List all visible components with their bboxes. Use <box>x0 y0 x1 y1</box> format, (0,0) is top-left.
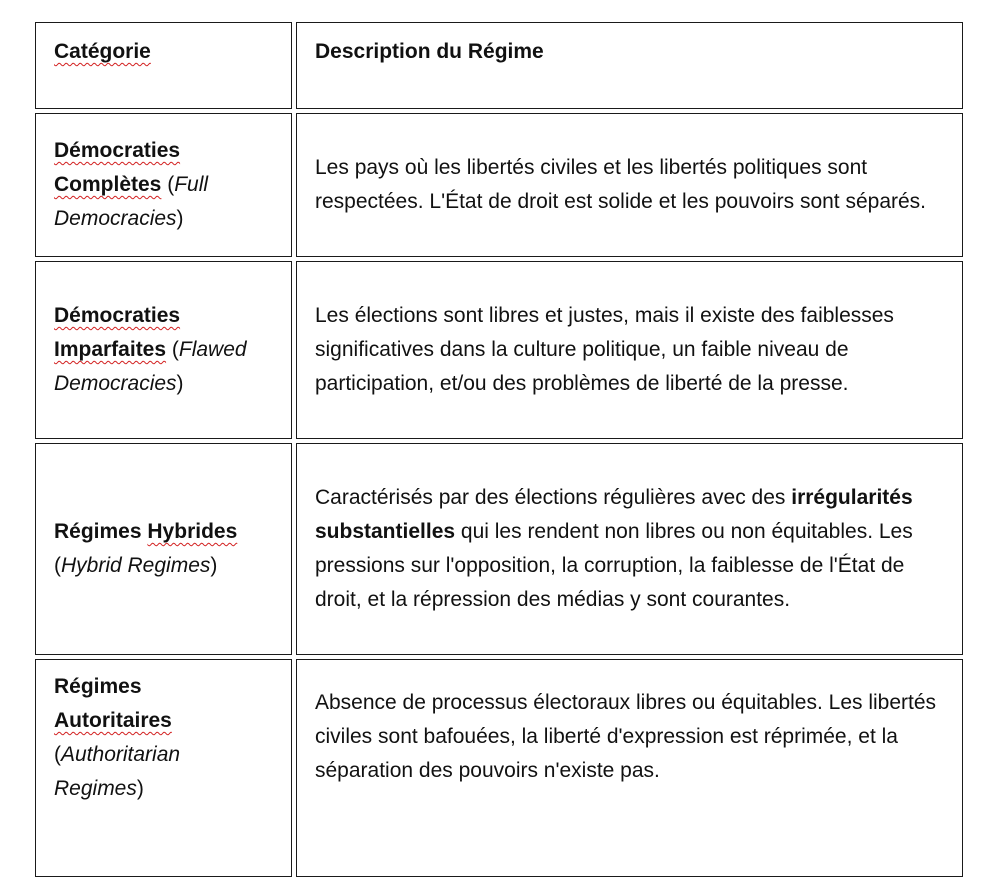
category-english: Hybrid Regimes <box>61 554 211 577</box>
header-description-cell <box>296 22 963 109</box>
category-name-underlined: Autoritaires <box>54 709 172 732</box>
description-cell <box>296 659 963 877</box>
table-row <box>35 261 963 439</box>
category-name: Régimes <box>54 675 142 698</box>
category-name-underlined: Hybrides <box>147 520 238 543</box>
header-category: Catégorie <box>54 40 151 63</box>
table-row <box>35 113 963 257</box>
category-english: Authoritarian Regimes <box>54 743 181 800</box>
description-cell <box>296 443 963 655</box>
category-english: Full Democracies <box>54 173 209 230</box>
description-text: Les élections sont libres et justes, mais il existe des faiblesses significatives dans la culture politique, un faible niveau de participation, et/ou des problèmes de liberté de la presse. <box>315 304 894 395</box>
description-text: Caractérisés par des élections régulières avec des <box>315 486 786 509</box>
table-header-row <box>35 22 963 109</box>
category-cell: Régimes Autoritaires (Authoritarian Regimes) <box>35 659 292 877</box>
description-text: Absence de processus électoraux libres ou équitables. Les libertés civiles sont bafouées, la liberté d'expression est réprimée, et la séparation des pouvoirs n'existe pas. <box>315 691 937 782</box>
category-english: Flawed Democracies <box>54 338 247 395</box>
category-cell: Démocraties Imparfaites (Flawed Democracies) <box>35 261 292 439</box>
description-cell <box>296 261 963 439</box>
category-cell: Démocraties Complètes (Full Democracies) <box>35 113 292 257</box>
table-row <box>35 443 963 655</box>
description-text: Les pays où les libertés civiles et les libertés politiques sont respectées. L'État de droit est solide et les pouvoirs sont séparés. <box>315 156 927 213</box>
category-name: Régimes <box>54 520 142 543</box>
table-row <box>35 659 963 877</box>
category-name: Démocraties Complètes <box>54 139 181 196</box>
description-emphasis: irrégularités substantielles <box>315 486 913 543</box>
header-description: Description du Régime <box>315 40 544 63</box>
category-name: Démocraties Imparfaites <box>54 304 181 361</box>
description-cell <box>296 113 963 257</box>
description-text-continued: qui les rendent non libres ou non équitables. Les pressions sur l'opposition, la corruption, la faiblesse de l'État de droit, et la répression des médias y sont courantes. <box>315 520 913 611</box>
header-category-cell <box>35 22 292 109</box>
regime-table <box>31 18 967 881</box>
category-cell: Régimes Hybrides (Hybrid Regimes) <box>35 443 292 655</box>
